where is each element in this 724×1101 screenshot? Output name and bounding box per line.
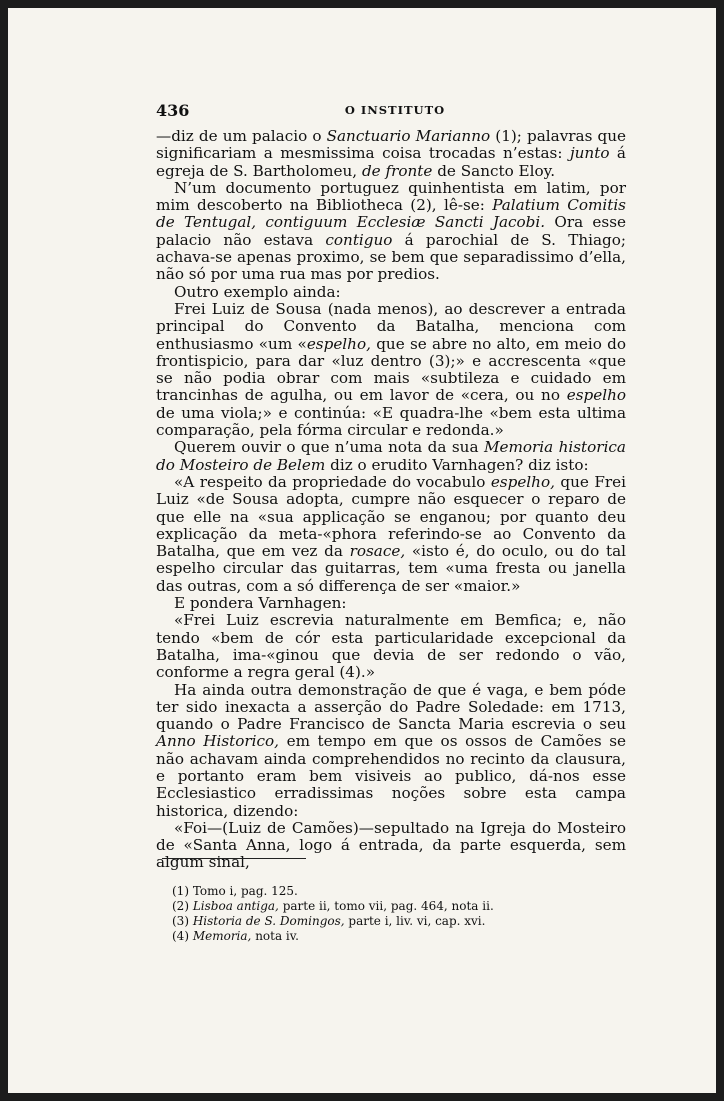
- paragraph-7: E pondera Varnhagen:: [174, 594, 347, 613]
- paragraph-8-quote: «Frei Luiz escrevia naturalmente em Bemfica; e, não tendo «bem de cór esta particularidade excepcional da Batalha, ima-«ginou que devia de ser redondo o vão, conforme a regra geral (4).»: [156, 611, 626, 682]
- paragraph-4: Frei Luiz de Sousa (nada menos), ao descrever a entrada principal do Convento da Batalha, menciona com enthusiasmo «um «espelho, que se abre no alto, em meio do frontispicio, para dar «luz dentro (3);» e accrescenta «que se não podia obrar com mais «subtileza e cuidado em trancinhas de agulha, ou em lavor de «cera, ou no espelho de uma viola;» e continúa: «E quadra-lhe «bem esta ultima comparação, pela fórma circular e redonda.»: [156, 299, 626, 440]
- footnote: (2) Lisboa antiga, parte ii, tomo vii, pag. 464, nota ii.: [172, 899, 494, 913]
- page-header: [156, 101, 634, 121]
- footnote: (4) Memoria, nota iv.: [172, 929, 299, 943]
- body-text: [156, 128, 626, 872]
- running-title: O INSTITUTO: [344, 103, 446, 117]
- paragraph-5: Querem ouvir o que n’uma nota da sua Memoria historica do Mosteiro de Belem diz o erudito Varnhagen? diz isto:: [156, 438, 626, 474]
- page-number: 436: [156, 101, 190, 120]
- paragraph-6-quote: «A respeito da propriedade do vocabulo espelho, que Frei Luiz «de Sousa adopta, cumpre não esquecer o reparo de que elle na «sua applicação se enganou; por quanto deu explicação da meta-«phora referindo-se ao Convento da Batalha, que em vez da rosace, «isto é, do oculo, ou do tal espelho circular das guitarras, tem «uma fresta ou janella das outras, com a só differença de ser «maior.»: [156, 472, 626, 595]
- paragraph-10-quote: «Foi—(Luiz de Camões)—sepultado na Igreja do Mosteiro de «Santa Anna, logo á entrada, da parte esquerda, sem algum sinal,: [156, 818, 626, 872]
- paragraph-1: —diz de um palacio o Sanctuario Marianno (1); palavras que significariam a mesmissima coisa trocadas n’estas: junto á egreja de S. Bartholomeu, de fronte de Sancto Eloy.: [156, 127, 627, 180]
- paragraph-2: N’um documento portuguez quinhentista em latim, por mim descoberto na Bibliotheca (2), lê-se: Palatium Comitis de Tentugal, contiguum Ecclesiæ Sancti Jacobi. Ora esse palacio não estava contiguo á parochial de S. Thiago; achava-se apenas proximo, se bem que separadissimo d’ella, não só por uma rua mas por predios.: [156, 178, 626, 284]
- footnote: (3) Historia de S. Domingos, parte i, liv. vi, cap. xvi.: [172, 914, 486, 928]
- footnote-divider: [162, 858, 306, 859]
- footnote: (1) Tomo i, pag. 125.: [172, 884, 298, 898]
- paragraph-9: Ha ainda outra demonstração de que é vaga, e bem póde ter sido inexacta a asserção do Padre Soledade: em 1713, quando o Padre Francisco de Sancta Maria escrevia o seu Anno Historico, em tempo em que os ossos de Camões se não achavam ainda comprehendidos no recinto da clausura, e portanto eram bem visiveis ao publico, dá-nos esse Ecclesiastico erradissimas noções sobre esta campa historica, dizendo:: [156, 680, 626, 820]
- footnotes: [172, 884, 612, 944]
- paragraph-3: Outro exemplo ainda:: [174, 282, 341, 301]
